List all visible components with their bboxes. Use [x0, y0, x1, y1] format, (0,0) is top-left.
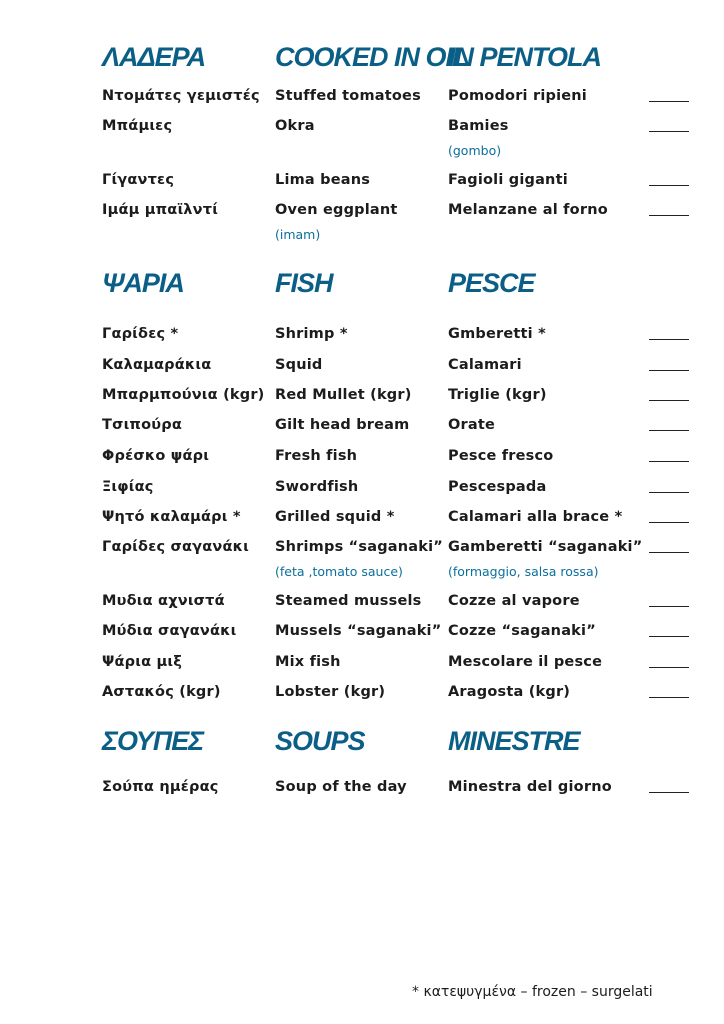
price-blank-line	[649, 552, 689, 553]
menu-item-name-it: Aragosta (kgr)	[448, 684, 571, 700]
price-blank-line	[649, 492, 689, 493]
price-blank-line	[649, 606, 689, 607]
menu-item-name-en: Grilled squid *	[275, 509, 395, 525]
menu-item-name-el: Γίγαντες	[102, 172, 175, 188]
menu-item-name-en: Okra	[275, 118, 315, 134]
menu-item-name-it: Fagioli giganti	[448, 172, 568, 188]
menu-item-name-en: Lobster (kgr)	[275, 684, 386, 700]
price-blank-line	[649, 792, 689, 793]
menu-item-name-it: Melanzane al forno	[448, 202, 608, 218]
menu-item-name-it: Minestra del giorno	[448, 779, 612, 795]
menu-item-name-it: Mescolare il pesce	[448, 654, 603, 670]
price-blank-line	[649, 400, 689, 401]
menu-item-name-it: Pomodori ripieni	[448, 88, 587, 104]
menu-item-name-en: Swordfish	[275, 479, 359, 495]
section-heading-it: PESCE	[448, 268, 535, 298]
menu-item-name-el: Καλαμαράκια	[102, 357, 212, 373]
menu-item-name-en: Steamed mussels	[275, 593, 422, 609]
menu-item-name-it: Cozze “saganaki”	[448, 623, 596, 639]
footnote-frozen: * κατεψυγμένα – frozen – surgelati	[412, 984, 653, 1000]
price-blank-line	[649, 101, 689, 102]
menu-item-name-el: Τσιπούρα	[102, 417, 182, 433]
price-blank-line	[649, 461, 689, 462]
menu-item-name-el: Φρέσκο ψάρι	[102, 448, 210, 464]
menu-item-name-el: Ξιφίας	[102, 479, 154, 495]
menu-item-note-it: (formaggio, salsa rossa)	[448, 564, 599, 579]
price-blank-line	[649, 339, 689, 340]
menu-item-name-it: Gmberetti *	[448, 326, 546, 342]
menu-item-name-en: Shrimps “saganaki”	[275, 539, 444, 555]
menu-item-name-en: Fresh fish	[275, 448, 358, 464]
section-heading-el: ΨΑΡΙΑ	[102, 268, 184, 298]
menu-item-name-it: Triglie (kgr)	[448, 387, 547, 403]
menu-item-name-it: Pescespada	[448, 479, 547, 495]
menu-item-name-it: Cozze al vapore	[448, 593, 580, 609]
section-heading-en: SOUPS	[275, 726, 365, 756]
menu-item-name-el: Ψητό καλαμάρι *	[102, 509, 241, 525]
menu-item-name-el: Μπάμιες	[102, 118, 173, 134]
menu-item-name-el: Ψάρια μιξ	[102, 654, 183, 670]
menu-item-name-el: Μπαρμπούνια (kgr)	[102, 387, 265, 403]
menu-item-name-el: Ιμάμ μπαϊλντί	[102, 202, 219, 218]
menu-item-name-en: Squid	[275, 357, 323, 373]
menu-item-name-en: Mussels “saganaki”	[275, 623, 442, 639]
menu-item-name-el: Γαρίδες σαγανάκι	[102, 539, 249, 555]
menu-item-name-en: Mix fish	[275, 654, 341, 670]
menu-item-name-it: Orate	[448, 417, 496, 433]
price-blank-line	[649, 522, 689, 523]
menu-item-name-en: Oven eggplant	[275, 202, 398, 218]
section-heading-el: ΛΑΔΕΡΑ	[102, 42, 206, 72]
menu-item-name-el: Αστακός (kgr)	[102, 684, 221, 700]
price-blank-line	[649, 185, 689, 186]
menu-item-name-el: Ντομάτες γεμιστές	[102, 88, 260, 104]
menu-item-name-en: Gilt head bream	[275, 417, 410, 433]
menu-item-name-el: Γαρίδες *	[102, 326, 179, 342]
menu-item-name-el: Μυδια αχνιστά	[102, 593, 225, 609]
section-heading-el: ΣΟΥΠΕΣ	[102, 726, 204, 756]
menu-item-name-it: Calamari alla brace *	[448, 509, 623, 525]
section-heading-en: COOKED IN OIL	[275, 42, 468, 72]
menu-item-name-it: Bamies	[448, 118, 509, 134]
menu-item-name-en: Lima beans	[275, 172, 371, 188]
section-heading-it: IN PENTOLA	[448, 42, 602, 72]
menu-item-note-it: (gombo)	[448, 143, 502, 158]
menu-item-name-it: Calamari	[448, 357, 522, 373]
menu-item-name-el: Σούπα ημέρας	[102, 779, 219, 795]
menu-item-name-en: Red Mullet (kgr)	[275, 387, 412, 403]
section-heading-en: FISH	[275, 268, 333, 298]
menu-item-name-it: Pesce fresco	[448, 448, 554, 464]
menu-item-note-en: (imam)	[275, 227, 321, 242]
price-blank-line	[649, 131, 689, 132]
price-blank-line	[649, 636, 689, 637]
price-blank-line	[649, 215, 689, 216]
price-blank-line	[649, 430, 689, 431]
menu-item-name-en: Shrimp *	[275, 326, 348, 342]
menu-item-note-en: (feta ,tomato sauce)	[275, 564, 403, 579]
price-blank-line	[649, 697, 689, 698]
menu-item-name-en: Stuffed tomatoes	[275, 88, 421, 104]
price-blank-line	[649, 667, 689, 668]
menu-item-name-el: Μύδια σαγανάκι	[102, 623, 237, 639]
menu-item-name-it: Gamberetti “saganaki”	[448, 539, 643, 555]
section-heading-it: MINESTRE	[448, 726, 580, 756]
price-blank-line	[649, 370, 689, 371]
menu-item-name-en: Soup of the day	[275, 779, 407, 795]
